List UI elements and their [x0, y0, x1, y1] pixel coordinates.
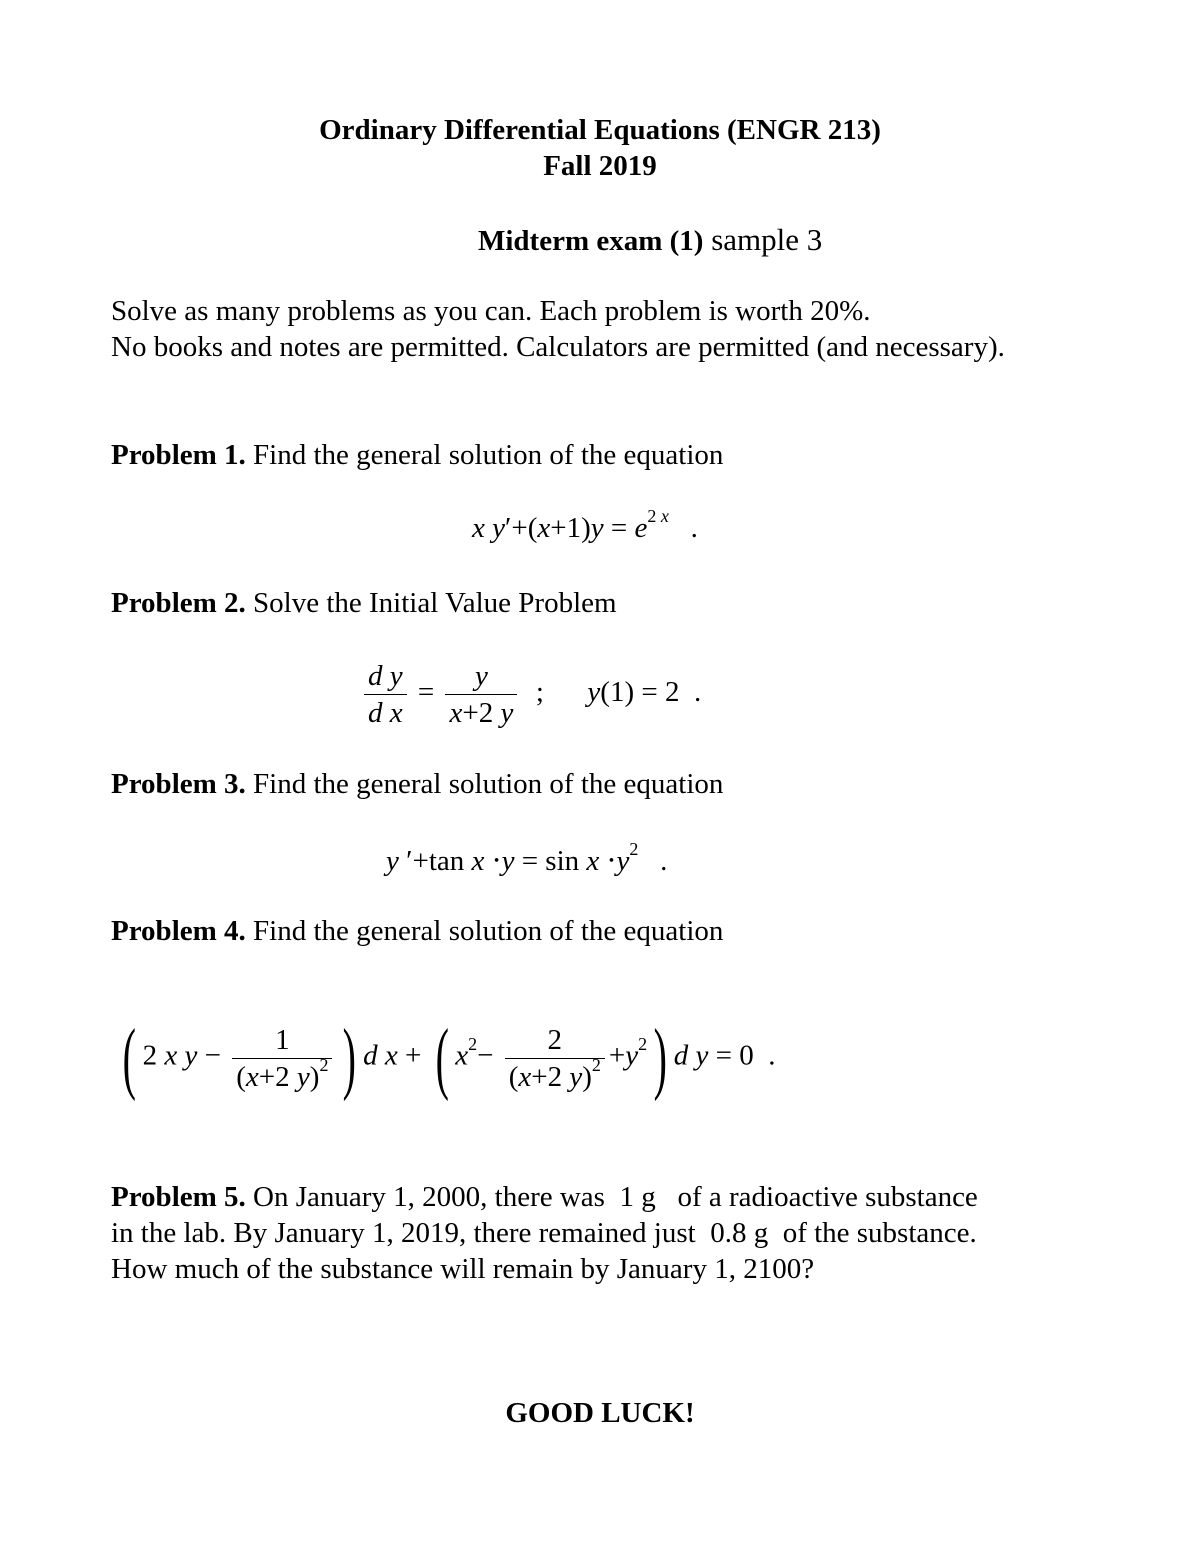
problem-2-statement: [111, 585, 617, 621]
exam-title-rest: sample 3: [703, 222, 823, 257]
problem-5-line-1: [111, 1179, 978, 1215]
problem-5-line-3: How much of the substance will remain by January 1, 2100?: [111, 1253, 815, 1285]
problem-2-text: Solve the Initial Value Problem: [245, 587, 617, 619]
problem-5-line-2b: of the substance.: [775, 1217, 977, 1249]
problem-5-text: On January 1, 2000, there was: [245, 1181, 613, 1213]
problem-1-label: Problem 1.: [111, 439, 246, 471]
problem-1-statement: [111, 437, 723, 473]
problem-1-equation: x $y'+(x+1)y = e^{2 x}$ .: [472, 506, 698, 544]
problem-5-label: Problem 5.: [111, 1181, 246, 1213]
exam-title: [478, 222, 822, 258]
instructions-line-1: Solve as many problems as you can. Each problem is worth 20%.: [111, 295, 871, 327]
course-title: Ordinary Differential Equations (ENGR 213): [319, 114, 881, 146]
problem-5-mass-2: 0.8 g: [710, 1217, 769, 1249]
closing-text: GOOD LUCK!: [505, 1397, 695, 1429]
instructions-line-2: No books and notes are permitted. Calculators are permitted (and necessary).: [111, 331, 1005, 363]
problem-2-label: Problem 2.: [111, 587, 246, 619]
problem-4-statement: [111, 913, 723, 949]
problem-5-mass-1: 1 g: [619, 1181, 656, 1213]
problem-3-label: Problem 3.: [111, 768, 246, 800]
exam-title-bold: Midterm exam (1): [478, 225, 704, 257]
problem-4-text: Find the general solution of the equation: [245, 915, 724, 947]
term-title: Fall 2019: [543, 150, 657, 182]
problem-5-text-2: of a radioactive substance: [670, 1181, 978, 1213]
problem-2-equation: $\frac{\text{d y}}{\text{d x}}$ = $\frac{y}{x+2 y}$ ; y(1) = 2 .: [360, 660, 701, 729]
problem-5-line-2a: in the lab. By January 1, 2019, there remained just: [111, 1217, 703, 1249]
problem-1-text: Find the general solution of the equation: [245, 439, 724, 471]
problem-4-equation: ( 2 x y − $\frac{1}{(x+2 y)^2}$ ) d x + ( $x^2-$ $\frac{2}{(x+2 y)^2}$ $+y^2$) d y = 0 .: [122, 1014, 776, 1102]
problem-4-label: Problem 4.: [111, 915, 246, 947]
problem-3-statement: [111, 766, 723, 802]
problem-3-equation: y ′+tan $x \cdot y = \sin x \cdot y^2$ .: [386, 839, 668, 877]
problem-3-text: Find the general solution of the equation: [245, 768, 724, 800]
problem-5-line-2: [111, 1215, 977, 1251]
